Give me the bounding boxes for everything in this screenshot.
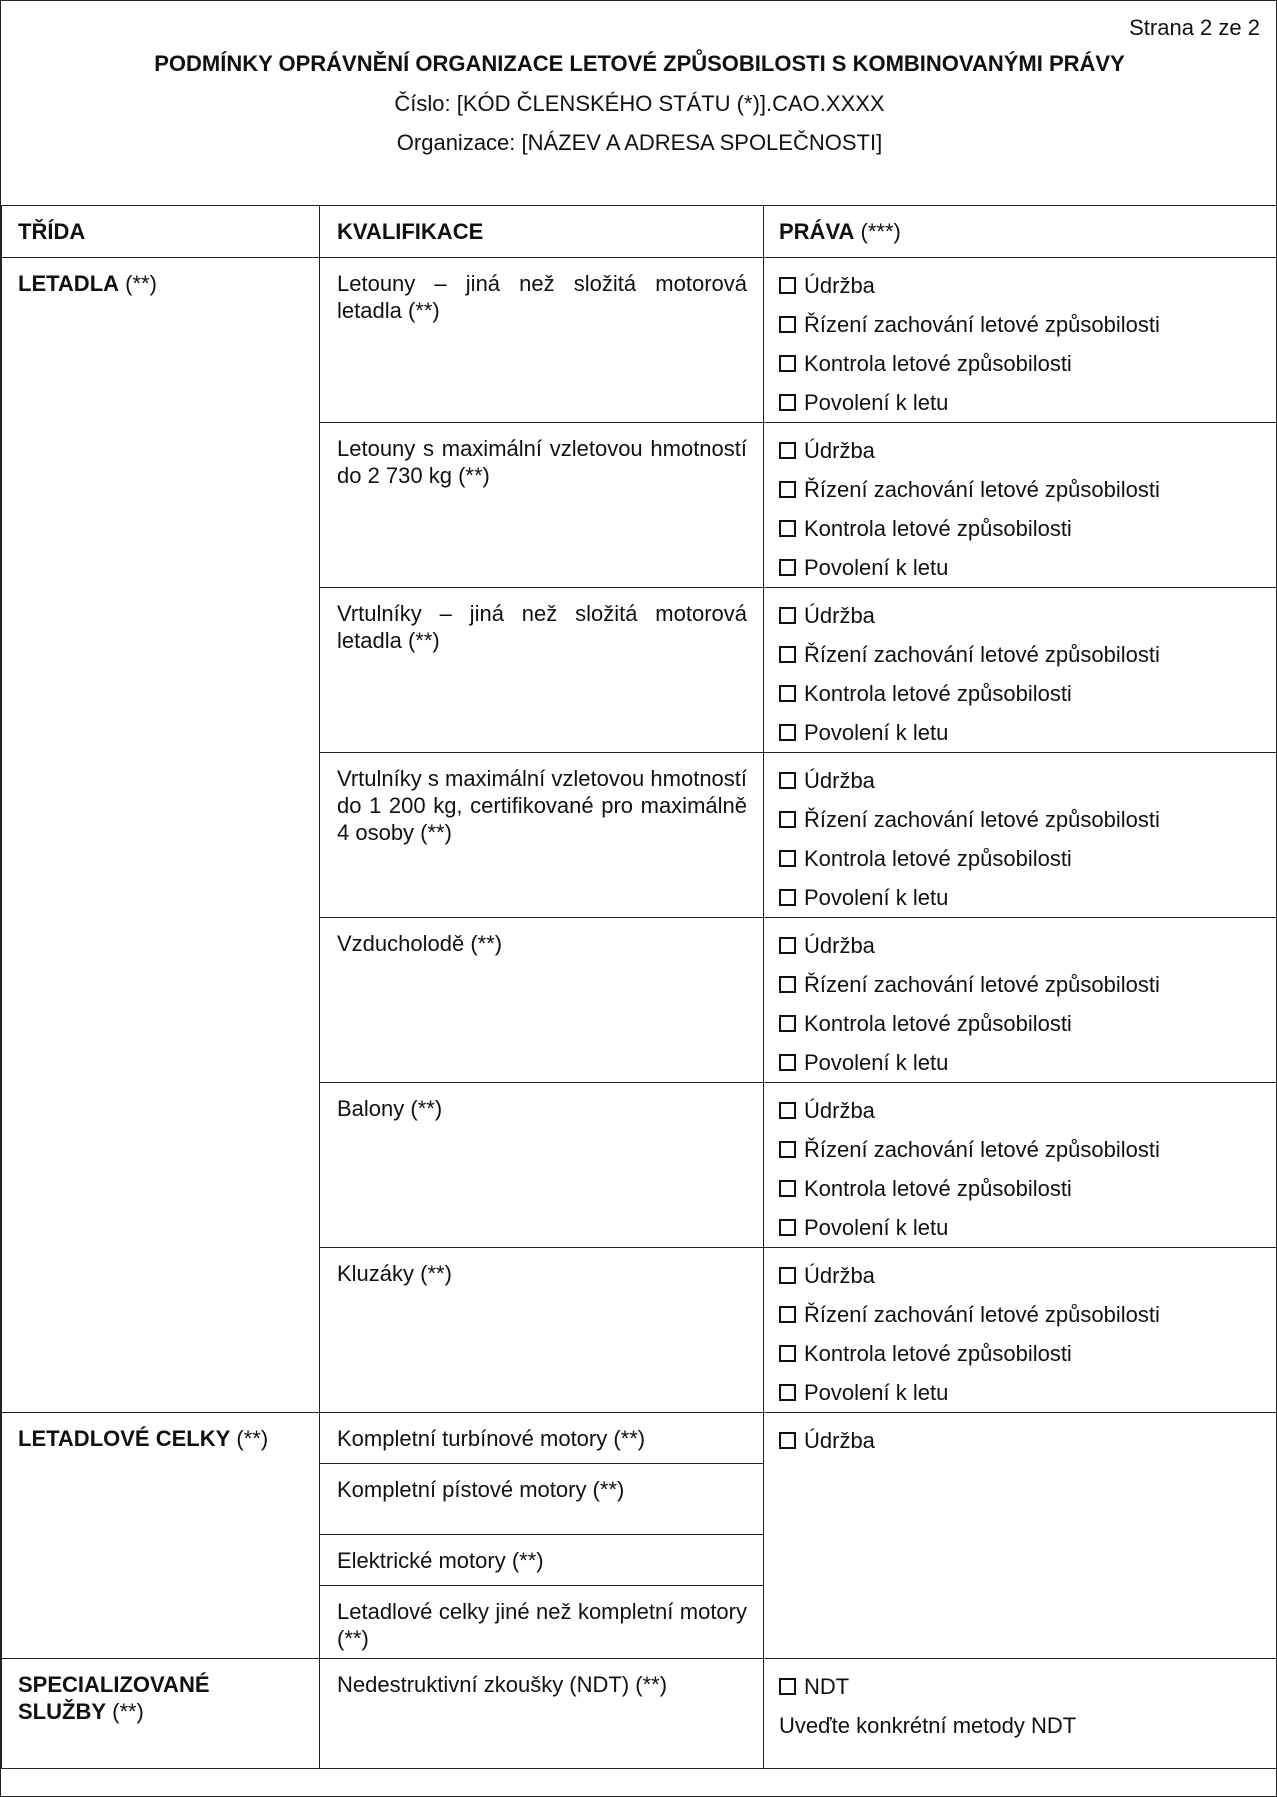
class-components: LETADLOVÉ CELKY (**) <box>2 1413 320 1659</box>
checkbox[interactable] <box>779 646 796 663</box>
privileges-cell <box>764 588 1277 753</box>
qualification-cell: Vrtulníky – jiná než složitá motorová letadla (**) <box>320 588 764 753</box>
privileges-cell <box>764 753 1277 918</box>
privilege-option <box>779 878 1262 917</box>
checkbox[interactable] <box>779 394 796 411</box>
qualification-cell: Letouny – jiná než složitá motorová letadla (**) <box>320 258 764 423</box>
privilege-option <box>779 800 1262 839</box>
checkbox-label: Kontrola letové způsobilosti <box>804 516 1072 541</box>
checkbox-label: Údržba <box>804 603 875 628</box>
qualification-cell: Vrtulníky s maximální vzletovou hmotností do 1 200 kg, certifikované pro maximálně 4 osoby (**) <box>320 753 764 918</box>
checkbox[interactable] <box>779 520 796 537</box>
checkbox-label: Řízení zachování letové způsobilosti <box>804 1302 1160 1327</box>
checkbox[interactable] <box>779 937 796 954</box>
checkbox-label: Údržba <box>804 768 875 793</box>
checkbox[interactable] <box>779 1180 796 1197</box>
checkbox-label: Kontrola letové způsobilosti <box>804 1011 1072 1036</box>
checkbox[interactable] <box>779 481 796 498</box>
checkbox-label: Povolení k letu <box>804 1215 949 1240</box>
checkbox[interactable] <box>779 850 796 867</box>
checkbox-label: Povolení k letu <box>804 1050 949 1075</box>
privilege-option <box>779 596 1262 635</box>
qualification-cell: Kompletní pístové motory (**) <box>320 1464 764 1535</box>
checkbox-label: Povolení k letu <box>804 555 949 580</box>
privilege-option <box>779 1169 1262 1208</box>
checkbox[interactable] <box>779 1306 796 1323</box>
privilege-option <box>779 1130 1262 1169</box>
privilege-option <box>779 839 1262 878</box>
checkbox-label: Kontrola letové způsobilosti <box>804 681 1072 706</box>
checkbox-label: Řízení zachování letové způsobilosti <box>804 477 1160 502</box>
checkbox-label: Povolení k letu <box>804 885 949 910</box>
privilege-option <box>779 674 1262 713</box>
privilege-option <box>779 1421 1262 1460</box>
checkbox-label: Řízení zachování letové způsobilosti <box>804 642 1160 667</box>
privileges-cell <box>764 258 1277 423</box>
checkbox[interactable] <box>779 1054 796 1071</box>
class-aircraft: LETADLA (**) <box>2 258 320 1413</box>
checkbox[interactable] <box>779 559 796 576</box>
checkbox[interactable] <box>779 1384 796 1401</box>
checkbox[interactable] <box>779 772 796 789</box>
ndt-methods-instruction: Uveďte konkrétní metody NDT <box>779 1713 1077 1738</box>
column-header-class: TŘÍDA <box>2 206 320 258</box>
privilege-option <box>779 965 1262 1004</box>
privilege-option <box>779 548 1262 587</box>
checkbox[interactable] <box>779 1678 796 1695</box>
privilege-option <box>779 1334 1262 1373</box>
privilege-option <box>779 383 1262 422</box>
privilege-option <box>779 635 1262 674</box>
qualification-cell: Letadlové celky jiné než kompletní motory (**) <box>320 1586 764 1659</box>
privilege-option <box>779 761 1262 800</box>
checkbox-label: Řízení zachování letové způsobilosti <box>804 1137 1160 1162</box>
checkbox[interactable] <box>779 1015 796 1032</box>
privilege-option <box>779 1256 1262 1295</box>
checkbox[interactable] <box>779 442 796 459</box>
qualification-cell: Nedestruktivní zkoušky (NDT) (**) <box>320 1659 764 1769</box>
privileges-table <box>1 205 1277 1769</box>
checkbox[interactable] <box>779 685 796 702</box>
checkbox-label: Povolení k letu <box>804 720 949 745</box>
privileges-cell <box>764 918 1277 1083</box>
checkbox[interactable] <box>779 889 796 906</box>
checkbox-label: Údržba <box>804 1098 875 1123</box>
table-row <box>2 258 1277 423</box>
form-header <box>1 1 1277 206</box>
privilege-option <box>779 1295 1262 1334</box>
qualification-cell: Letouny s maximální vzletovou hmotností do 2 730 kg (**) <box>320 423 764 588</box>
privilege-option <box>779 926 1262 965</box>
table-header-row <box>2 206 1277 258</box>
privilege-option <box>779 431 1262 470</box>
checkbox[interactable] <box>779 316 796 333</box>
checkbox-label: Údržba <box>804 1428 875 1453</box>
checkbox[interactable] <box>779 976 796 993</box>
checkbox[interactable] <box>779 1219 796 1236</box>
checkbox[interactable] <box>779 607 796 624</box>
checkbox-label: Údržba <box>804 273 875 298</box>
checkbox-label: NDT <box>804 1674 850 1699</box>
checkbox-label: Údržba <box>804 1263 875 1288</box>
privileges-cell <box>764 1248 1277 1413</box>
checkbox-label: Kontrola letové způsobilosti <box>804 1176 1072 1201</box>
qualification-cell: Balony (**) <box>320 1083 764 1248</box>
checkbox-label: Řízení zachování letové způsobilosti <box>804 972 1160 997</box>
checkbox[interactable] <box>779 1102 796 1119</box>
qualification-cell: Kluzáky (**) <box>320 1248 764 1413</box>
table-row <box>2 1659 1277 1769</box>
checkbox[interactable] <box>779 1141 796 1158</box>
qualification-cell: Kompletní turbínové motory (**) <box>320 1413 764 1464</box>
privilege-option <box>779 266 1262 305</box>
privilege-option <box>779 713 1262 752</box>
privilege-option <box>779 1091 1262 1130</box>
checkbox-label: Kontrola letové způsobilosti <box>804 1341 1072 1366</box>
checkbox-label: Povolení k letu <box>804 390 949 415</box>
table-row <box>2 1413 1277 1464</box>
privilege-option <box>779 509 1262 548</box>
privileges-cell <box>764 423 1277 588</box>
privilege-option <box>779 1208 1262 1247</box>
page-number: Strana 2 ze 2 <box>1129 15 1260 40</box>
column-header-privileges: PRÁVA (***) <box>764 206 1277 258</box>
checkbox-label: Kontrola letové způsobilosti <box>804 351 1072 376</box>
privileges-cell <box>764 1083 1277 1248</box>
checkbox[interactable] <box>779 724 796 741</box>
checkbox[interactable] <box>779 1267 796 1284</box>
checkbox[interactable] <box>779 1345 796 1362</box>
column-header-qualification: KVALIFIKACE <box>320 206 764 258</box>
checkbox-label: Údržba <box>804 438 875 463</box>
checkbox[interactable] <box>779 355 796 372</box>
class-specialised-services: SPECIALIZOVANÉ SLUŽBY (**) <box>2 1659 320 1769</box>
privilege-option <box>779 305 1262 344</box>
privilege-option <box>779 1373 1262 1412</box>
checkbox[interactable] <box>779 1432 796 1449</box>
privilege-option <box>779 344 1262 383</box>
privileges-cell <box>764 1659 1277 1769</box>
qualification-cell: Vzducholodě (**) <box>320 918 764 1083</box>
organization-line: Organizace: [NÁZEV A ADRESA SPOLEČNOSTI] <box>396 130 883 155</box>
checkbox-label: Kontrola letové způsobilosti <box>804 846 1072 871</box>
privilege-option <box>779 470 1262 509</box>
checkbox[interactable] <box>779 277 796 294</box>
form-title: PODMÍNKY OPRÁVNĚNÍ ORGANIZACE LETOVÉ ZPŮSOBILOSTI S KOMBINOVANÝMI PRÁVY <box>154 51 1125 76</box>
checkbox-label: Řízení zachování letové způsobilosti <box>804 807 1160 832</box>
privileges-cell <box>764 1413 1277 1659</box>
checkbox[interactable] <box>779 811 796 828</box>
privilege-option <box>779 1043 1262 1082</box>
qualification-cell: Elektrické motory (**) <box>320 1535 764 1586</box>
privilege-option <box>779 1667 1262 1706</box>
approval-number: Číslo: [KÓD ČLENSKÉHO STÁTU (*)].CAO.XXXX <box>394 91 885 116</box>
checkbox-label: Povolení k letu <box>804 1380 949 1405</box>
checkbox-label: Údržba <box>804 933 875 958</box>
privilege-option <box>779 1004 1262 1043</box>
checkbox-label: Řízení zachování letové způsobilosti <box>804 312 1160 337</box>
